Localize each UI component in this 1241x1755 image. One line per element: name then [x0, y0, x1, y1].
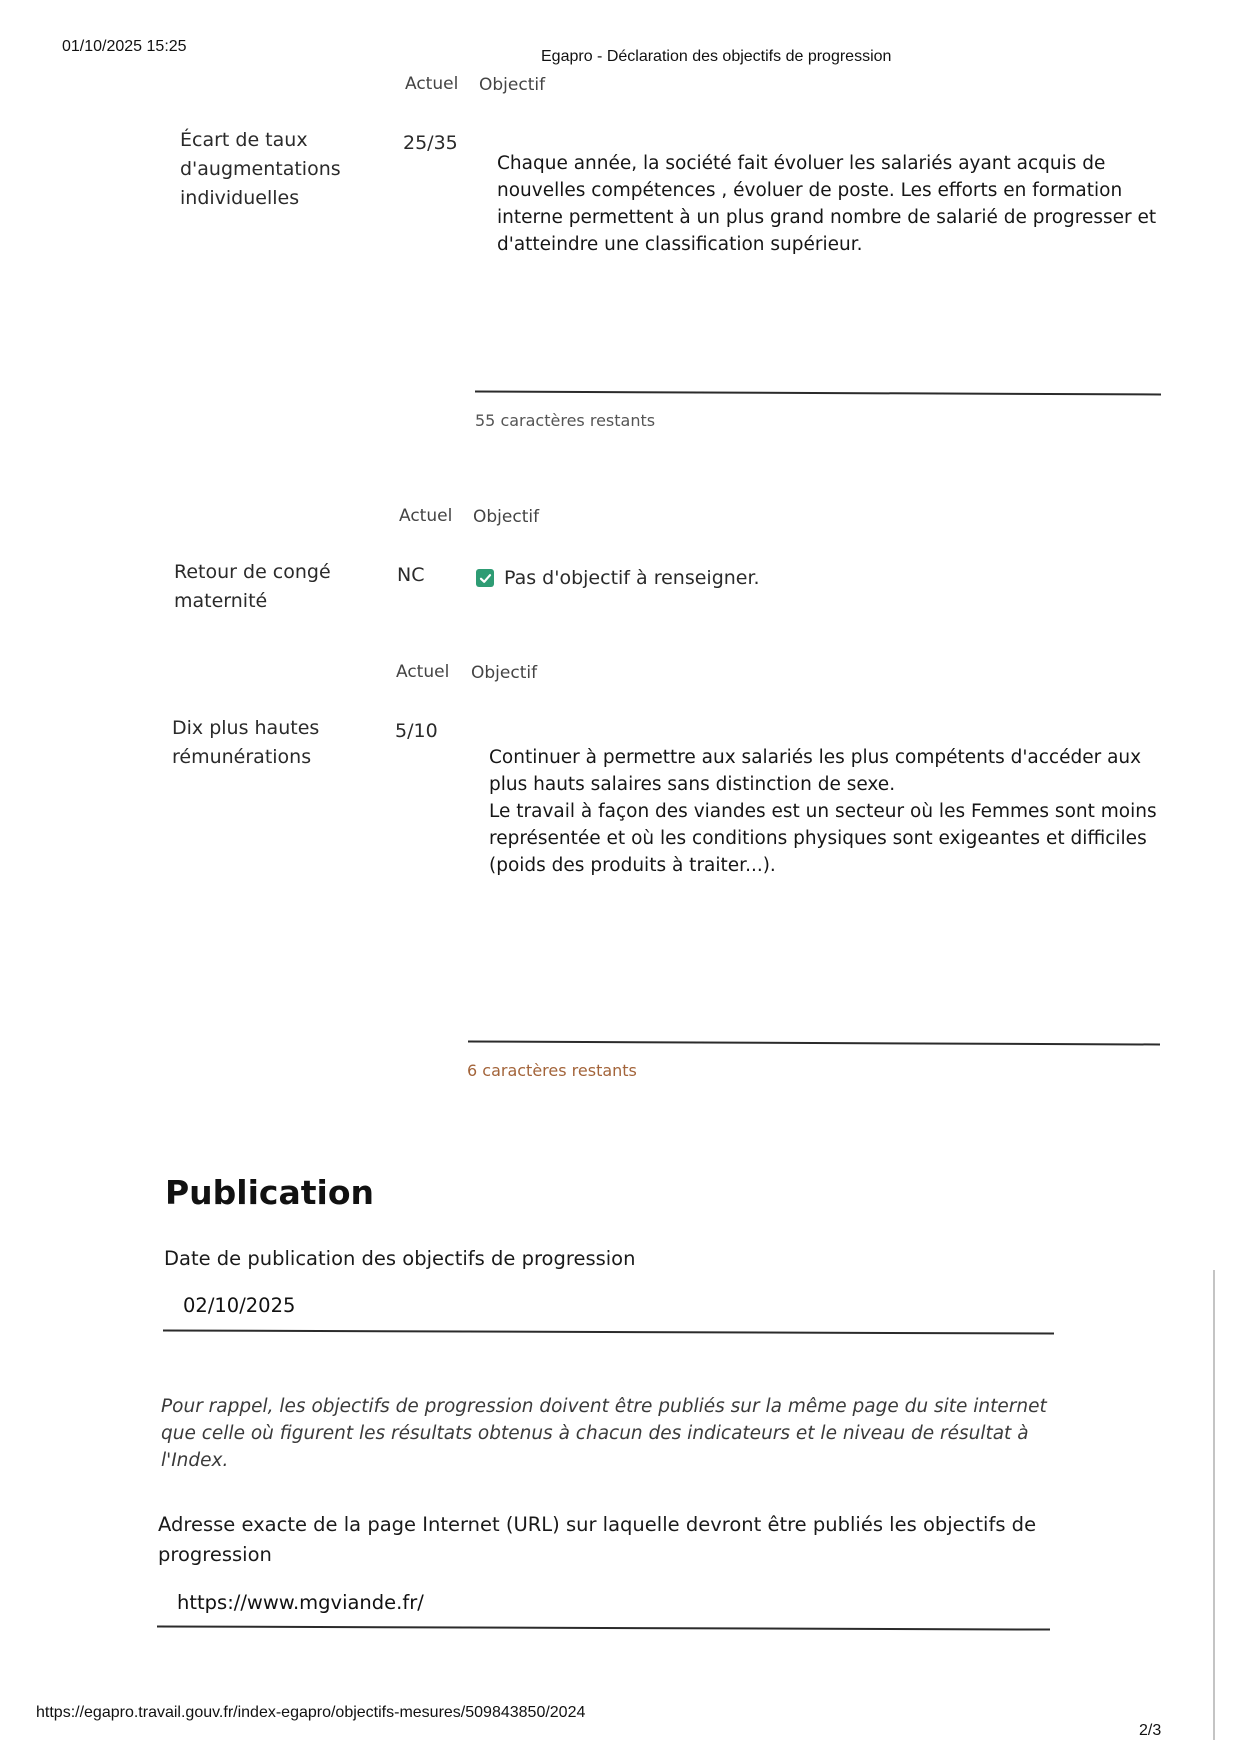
- no-objective-checkbox-row[interactable]: [476, 567, 760, 589]
- reminder-line: l'Index.: [161, 1450, 229, 1471]
- label-line: d'augmentations: [180, 158, 341, 180]
- print-title: Egapro - Déclaration des objectifs de progression: [541, 48, 892, 65]
- characters-remaining: 6 caractères restants: [467, 1061, 637, 1080]
- objective-textarea[interactable]: [489, 744, 1179, 879]
- no-objective-label: Pas d'objectif à renseigner.: [504, 567, 760, 589]
- column-header-objective: Objectif: [479, 75, 546, 95]
- indicator-actual-value: 25/35: [403, 132, 458, 154]
- indicator-label: [174, 558, 331, 616]
- label-line: rémunérations: [172, 746, 312, 768]
- url-input-underline: [157, 1625, 1050, 1630]
- print-footer-url: https://egapro.travail.gouv.fr/index-egapro/objectifs-mesures/509843850/2024: [36, 1704, 586, 1721]
- indicator-actual-value: 5/10: [395, 720, 438, 742]
- textarea-line: représentée et où les conditions physiques sont exigeantes et difficiles: [489, 828, 1147, 849]
- column-header-objective: Objectif: [473, 507, 540, 527]
- publication-date-label: Date de publication des objectifs de progression: [164, 1247, 636, 1270]
- publication-reminder: [161, 1393, 1061, 1474]
- textarea-line: interne permettent à un plus grand nombre de salarié de progresser et: [497, 207, 1157, 228]
- label-line: maternité: [174, 590, 268, 612]
- textarea-line: Continuer à permettre aux salariés les plus compétents d'accéder aux: [489, 747, 1142, 768]
- indicator-label: [172, 714, 319, 772]
- column-header-actual: Actuel: [396, 662, 450, 682]
- print-datetime: 01/10/2025 15:25: [62, 38, 187, 55]
- indicator-actual-value: NC: [397, 564, 425, 586]
- publication-url-input[interactable]: https://www.mgviande.fr/: [177, 1591, 424, 1614]
- objective-textarea[interactable]: [497, 150, 1177, 258]
- print-page-number: 2/3: [1139, 1722, 1162, 1739]
- scan-edge-line: [1213, 1270, 1215, 1740]
- publication-date-input[interactable]: 02/10/2025: [183, 1294, 296, 1317]
- characters-remaining: 55 caractères restants: [475, 411, 656, 430]
- textarea-line: (poids des produits à traiter...).: [489, 855, 776, 876]
- label-line: Retour de congé: [174, 561, 331, 583]
- url-label-line: Adresse exacte de la page Internet (URL) sur laquelle devront être publiés les objectifs de: [158, 1513, 1037, 1536]
- url-label-line: progression: [158, 1543, 272, 1566]
- textarea-underline: [475, 391, 1161, 396]
- textarea-line: plus hauts salaires sans distinction de sexe.: [489, 774, 896, 795]
- checkmark-icon: [479, 572, 492, 585]
- publication-url-label: [158, 1510, 1058, 1570]
- reminder-line: Pour rappel, les objectifs de progression doivent être publiés sur la même page du site internet: [161, 1396, 1047, 1417]
- no-objective-checkbox[interactable]: [476, 569, 494, 587]
- label-line: Écart de taux: [180, 129, 308, 151]
- column-header-actual: Actuel: [405, 74, 459, 94]
- publication-heading: Publication: [165, 1173, 375, 1212]
- column-header-actual: Actuel: [399, 506, 453, 526]
- column-header-objective: Objectif: [471, 663, 538, 683]
- reminder-line: que celle où figurent les résultats obtenus à chacun des indicateurs et le niveau de résultat à: [161, 1423, 1029, 1444]
- label-line: individuelles: [180, 187, 300, 209]
- textarea-line: Chaque année, la société fait évoluer les salariés ayant acquis de: [497, 153, 1106, 174]
- indicator-label: [180, 126, 341, 213]
- textarea-line: Le travail à façon des viandes est un secteur où les Femmes sont moins: [489, 801, 1157, 822]
- textarea-line: nouvelles compétences , évoluer de poste. Les efforts en formation: [497, 180, 1123, 201]
- date-input-underline: [163, 1329, 1054, 1334]
- textarea-line: d'atteindre une classification supérieur.: [497, 234, 863, 255]
- label-line: Dix plus hautes: [172, 717, 320, 739]
- textarea-underline: [468, 1040, 1160, 1045]
